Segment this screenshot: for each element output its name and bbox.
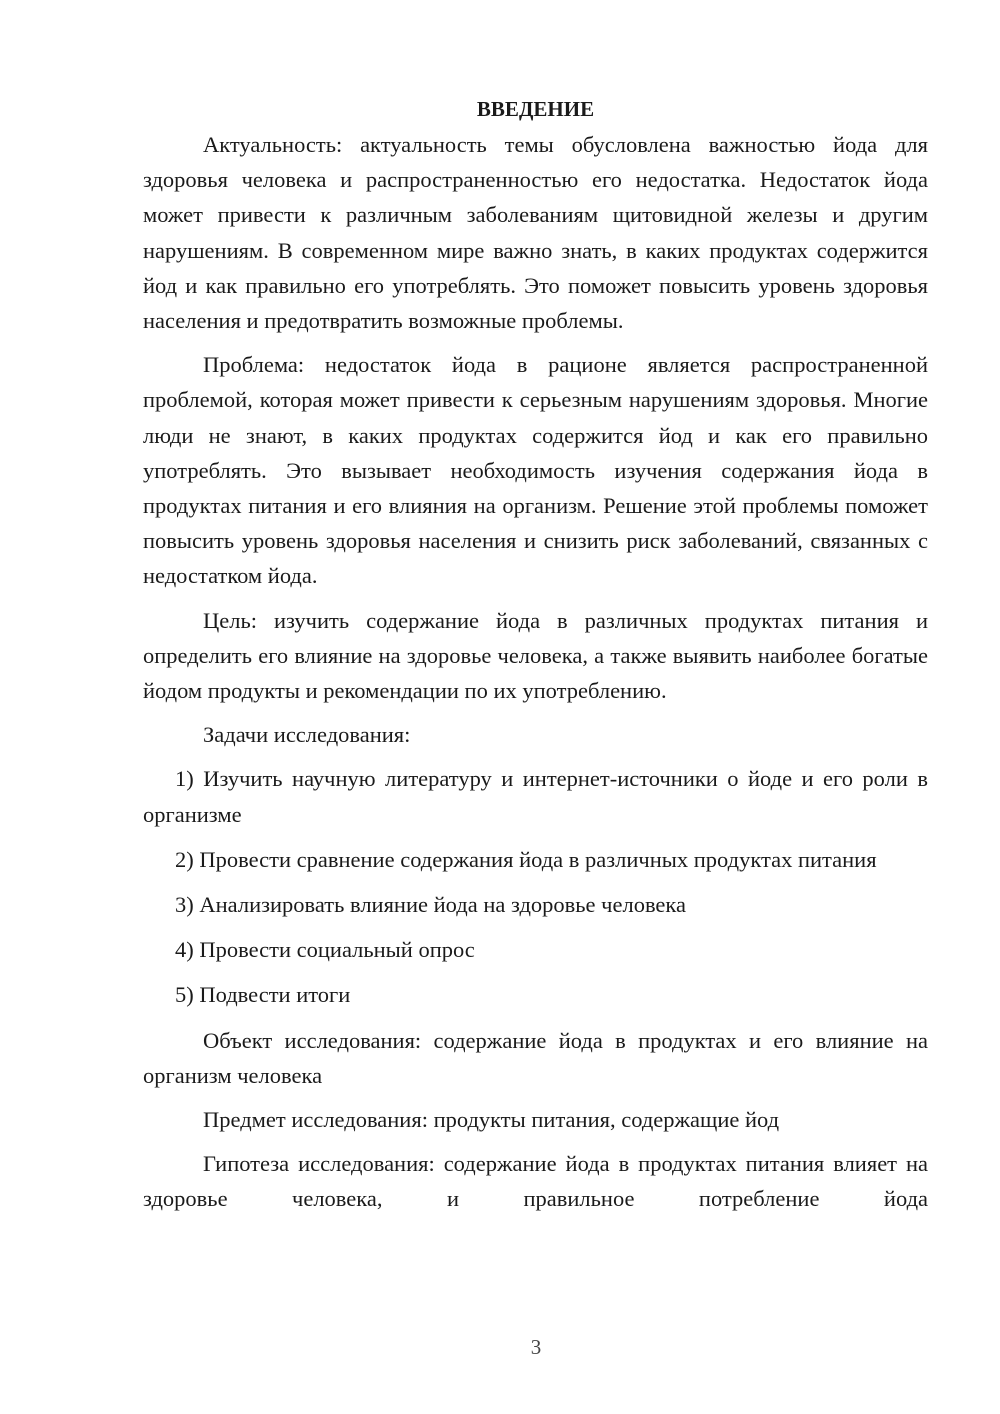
paragraph-relevance: Актуальность: актуальность темы обусловлена важностью йода для здоровья человека и распространенностью его недостатка. Недостаток йода может привести к различным заболеваниям щитовидной железы и другим нарушениям. В современном мире важно знать, в каких продуктах содержится йод и как правильно его употреблять. Это поможет повысить уровень здоровья населения и предотвратить возможные проблемы. — [143, 132, 928, 334]
paragraph-hypothesis: Гипотеза исследования: содержание йода в продуктах питания влияет на здоровье человека, и правильное потребление йода — [143, 1151, 928, 1212]
page-number: 3 — [530, 1335, 542, 1359]
task-item-2: 2) Провести сравнение содержания йода в различных продуктах питания — [175, 846, 877, 872]
task-item-5: 5) Подвести итоги — [175, 982, 351, 1008]
paragraph-problem: Проблема: недостаток йода в рационе является распространенной проблемой, которая может привести к серьезным нарушениям здоровья. Многие люди не знают, в каких продуктах содержится йод и как его правильно употреблять. Это вызывает необходимость изучения содержания йода в продуктах питания и его влияния на организм. Решение этой проблемы поможет повысить уровень здоровья населения и снизить риск заболеваний, связанных с недостатком йода. — [143, 352, 928, 589]
tasks-title: Задачи исследования: — [203, 722, 411, 748]
task-item-3: 3) Анализировать влияние йода на здоровье человека — [175, 892, 686, 918]
paragraph-goal: Цель: изучить содержание йода в различных продуктах питания и определить его влияние на здоровье человека, а также выявить наиболее богатые йодом продукты и рекомендации по их употреблению. — [143, 607, 928, 704]
paragraph-subject: Предмет исследования: продукты питания, содержащие йод — [203, 1107, 780, 1133]
task-item-1: 1) Изучить научную литературу и интернет-источники о йоде и его роли в организме — [143, 766, 928, 827]
paragraph-object: Объект исследования: содержание йода в продуктах и его влияние на организм человека — [143, 1027, 928, 1088]
task-item-4: 4) Провести социальный опрос — [175, 937, 475, 963]
page-content — [143, 92, 928, 1217]
page-heading: ВВЕДЕНИЕ — [476, 97, 595, 121]
